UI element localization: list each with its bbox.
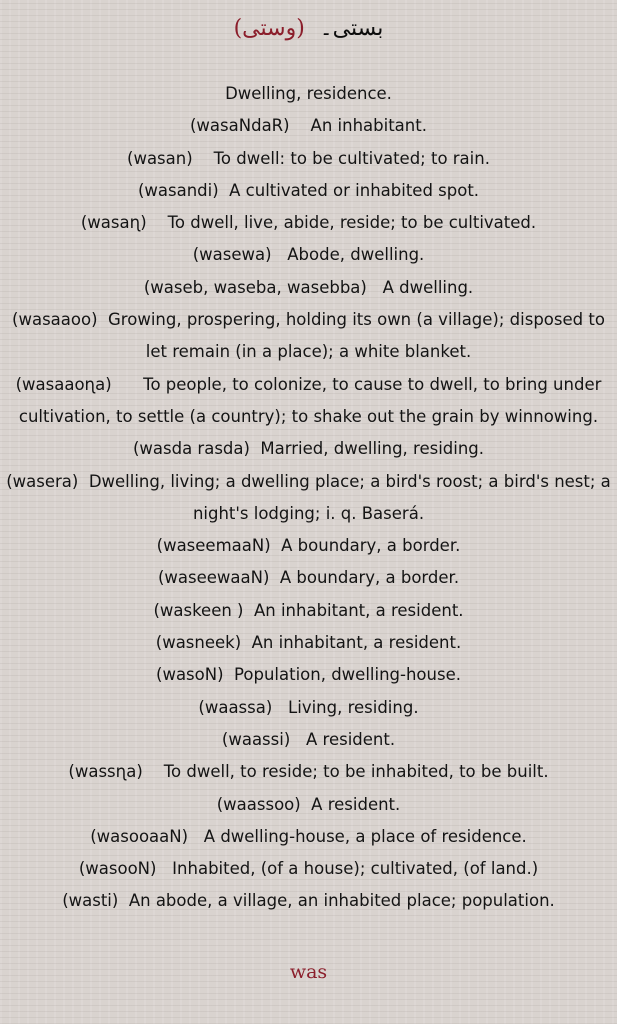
headword-transliteration: (وستی) xyxy=(233,16,305,41)
definition-entry: (wasoN) Population, dwelling-house. xyxy=(156,665,461,685)
definition-entry: (wasooN) Inhabited, (of a house); cultivated, (of land.) xyxy=(78,859,539,879)
definition-entry: (waseemaaN) A boundary, a border. xyxy=(156,536,461,556)
definition-entry: (wasda rasda) Married, dwelling, residing. xyxy=(132,439,485,459)
definition-entry: (wassɳa) To dwell, to reside; to be inhabited, to be built. xyxy=(68,762,549,782)
definition-entry: (wasooaaN) A dwelling-house, a place of residence. xyxy=(90,826,527,846)
definition-entry: (waassa) Living, residing. xyxy=(198,697,419,717)
definition-entry: (wasewa) Abode, dwelling. xyxy=(192,245,425,265)
definition-list xyxy=(0,78,617,918)
definition-entry: (waassoo) A resident. xyxy=(216,794,401,814)
headword-urdu: بستی۔ xyxy=(319,16,384,41)
definition-entry: (wasaaoɳa) To people, to colonize, to cause to dwell, to bring under cultivation, to settle (a country); to shake out the grain by winnowing. xyxy=(15,374,607,426)
definition-entry: (waseewaaN) A boundary, a border. xyxy=(157,568,460,588)
entry-heading xyxy=(0,12,617,46)
definition-entry: (waassi) A resident. xyxy=(221,729,396,749)
definition-entry: (wasera) Dwelling, living; a dwelling place; a bird's roost; a bird's nest; a night's lodging; i. q. Baserá. xyxy=(6,471,617,523)
definition-entry: (wasneek) An inhabitant, a resident. xyxy=(155,633,462,653)
definition-entry: (wasaaoo) Growing, prospering, holding its own (a village); disposed to let remain (in a place); a white blanket. xyxy=(12,310,611,362)
definition-entry: (wasaNdaR) An inhabitant. xyxy=(190,116,427,136)
definition-entry: Dwelling, residence. xyxy=(225,84,392,103)
footer-link[interactable]: was xyxy=(289,961,328,983)
definition-entry: (waseb, waseba, wasebba) A dwelling. xyxy=(143,277,474,297)
definition-entry: (wasandi) A cultivated or inhabited spot. xyxy=(137,180,480,200)
definition-entry: (wasaɳ) To dwell, live, abide, reside; to be cultivated. xyxy=(80,213,537,233)
definition-entry: (wasan) To dwell: to be cultivated; to rain. xyxy=(127,148,490,168)
definition-entry: (waskeen ) An inhabitant, a resident. xyxy=(153,600,464,620)
definition-entry: (wasti) An abode, a village, an inhabited place; population. xyxy=(62,891,555,911)
